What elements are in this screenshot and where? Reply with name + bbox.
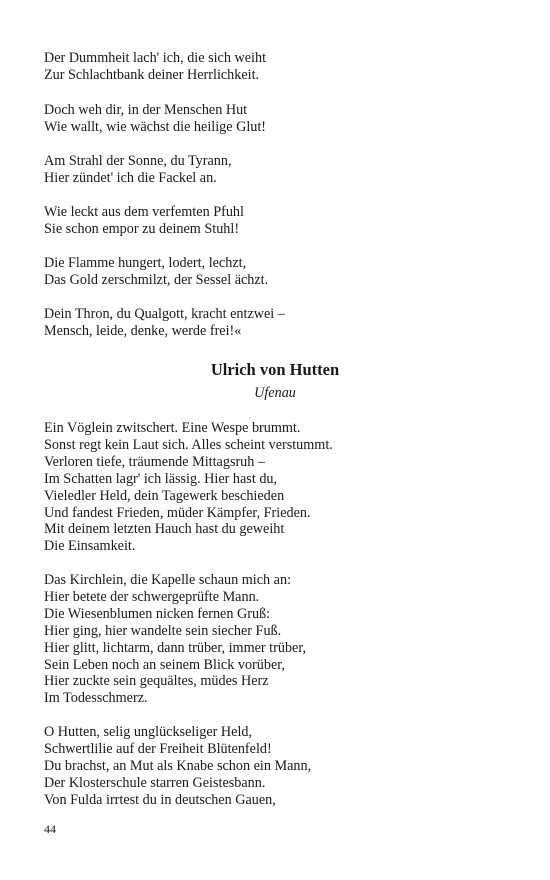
verse-line: Schwertlilie auf der Freiheit Blütenfeld!	[44, 740, 272, 757]
stanza	[44, 153, 232, 187]
verse-line: Ein Vöglein zwitschert. Eine Wespe brummt.	[44, 420, 301, 436]
verse-line: Der Klosterschule starren Geistesbann.	[44, 774, 266, 791]
verse-line: Verloren tiefe, träumende Mittagsruh –	[44, 453, 266, 470]
verse-line: Am Strahl der Sonne, du Tyrann,	[44, 153, 232, 169]
verse-line: Hier betete der schwergeprüfte Mann.	[44, 588, 260, 605]
stanza	[44, 572, 306, 707]
verse-line: Und fandest Frieden, müder Kämpfer, Frieden.	[44, 504, 311, 521]
verse-line: Wie leckt aus dem verfemten Pfuhl	[44, 204, 244, 220]
stanza	[44, 50, 266, 84]
verse-line: Hier zündet' ich die Fackel an.	[44, 169, 217, 186]
page-number: 44	[44, 822, 56, 836]
verse-line: Die Einsamkeit.	[44, 538, 136, 555]
verse-line: Das Gold zerschmilzt, der Sessel ächzt.	[44, 271, 269, 288]
verse-line: Die Wiesenblumen nicken fernen Gruß:	[44, 605, 271, 622]
verse-line: Im Todesschmerz.	[44, 690, 148, 707]
verse-line: Sein Leben noch an seinem Blick vorüber,	[44, 656, 285, 673]
verse-line: Du brachst, an Mut als Knabe schon ein Mann,	[44, 757, 312, 774]
verse-line: Sonst regt kein Laut sich. Alles scheint verstummt.	[44, 436, 333, 453]
verse-line: O Hutten, selig unglückseliger Held,	[44, 724, 253, 740]
stanza	[44, 724, 311, 809]
verse-line: Von Fulda irrtest du in deutschen Gauen,	[44, 791, 276, 808]
stanza	[44, 204, 244, 238]
stanza	[44, 306, 285, 340]
verse-line: Sie schon empor zu deinem Stuhl!	[44, 220, 240, 237]
stanza	[44, 102, 266, 136]
verse-line: Der Dummheit lach' ich, die sich weiht	[44, 50, 267, 66]
poem-title: Ulrich von Hutten	[210, 360, 340, 379]
poem-subtitle: Ufenau	[254, 385, 296, 401]
verse-line: Doch weh dir, in der Menschen Hut	[44, 102, 248, 118]
verse-line: Mit deinem letzten Hauch hast du geweiht	[44, 521, 285, 538]
stanza	[44, 420, 333, 555]
verse-line: Im Schatten lagr' ich lässig. Hier hast du,	[44, 470, 278, 487]
verse-line: Hier glitt, lichtarm, dann trüber, immer trüber,	[44, 639, 307, 656]
stanza	[44, 255, 268, 289]
verse-line: Wie wallt, wie wächst die heilige Glut!	[44, 118, 267, 135]
verse-line: Das Kirchlein, die Kapelle schaun mich an:	[44, 572, 292, 588]
verse-line: Hier ging, hier wandelte sein siecher Fuß.	[44, 622, 282, 639]
verse-line: Die Flamme hungert, lodert, lechzt,	[44, 255, 247, 271]
verse-line: Hier zuckte sein gequältes, müdes Herz	[44, 673, 269, 690]
verse-line: Zur Schlachtbank deiner Herrlichkeit.	[44, 66, 260, 83]
verse-line: Vieledler Held, dein Tagewerk beschieden	[44, 487, 285, 504]
verse-line: Dein Thron, du Qualgott, kracht entzwei –	[44, 306, 285, 322]
verse-line: Mensch, leide, denke, werde frei!«	[44, 322, 242, 339]
